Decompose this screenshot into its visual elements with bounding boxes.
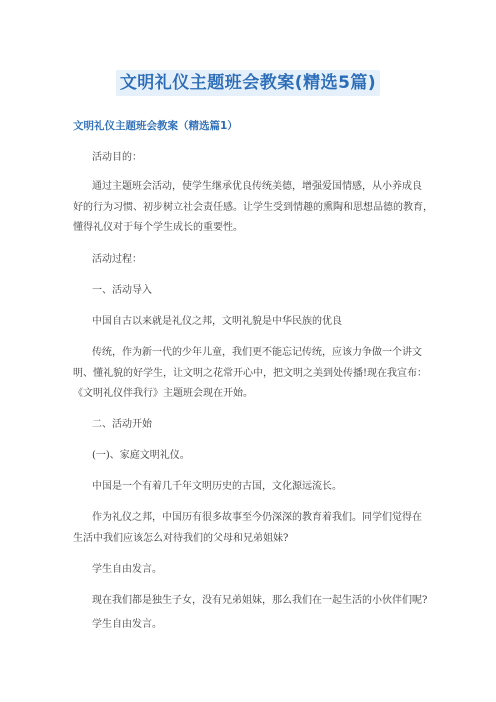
paragraph-purpose-heading: [92, 148, 429, 169]
title-wrap: [0, 70, 496, 96]
text-line: 明、懂礼貌的好学生，让文明之花常开心中，把文明之美到处传播!现在我宣布：: [73, 367, 428, 379]
text-line: 现在我们都是独生子女，没有兄弟姐妹，那么我们在一起生活的小伙伴们呢?: [92, 595, 428, 606]
text-line: 活动目的：: [92, 152, 142, 163]
text-line: 中国自古以来就是礼仪之邦，文明礼貌是中华民族的优良: [92, 316, 342, 327]
paragraph-intro: [92, 312, 429, 333]
text-line: 二、活动开始: [92, 419, 152, 430]
paragraph-family-etiquette: [92, 446, 429, 467]
text-line: 懂得礼仪对于每个学生成长的重要性。: [73, 222, 243, 233]
paragraph-question-family: [73, 508, 429, 549]
text-line: 作为礼仪之邦，中国历有很多故事至今仍深深的教育着我们。同学们觉得在: [92, 512, 422, 523]
text-line: 生活中我们应该怎么对待我们的父母和兄弟姐妹?: [73, 532, 289, 544]
paragraph-section-one: [92, 281, 429, 302]
paragraph-purpose-body: [73, 177, 433, 239]
text-line: 传统，作为新一代的少年儿童，我们更不能忘记传统，应该力争做一个讲文: [92, 347, 422, 358]
paragraph-section-two: [92, 415, 429, 436]
text-line: 活动过程：: [92, 254, 142, 265]
text-line: 一、活动导入: [92, 285, 152, 296]
text-line: 学生自由发言。: [92, 619, 162, 630]
text-line: 通过主题班会活动，使学生继承优良传统美德，增强爱国情感，从小养成良: [92, 181, 422, 192]
text-line: 好的行为习惯、初步树立社会责任感。让学生受到情趣的熏陶和思想品德的教育，: [73, 201, 433, 213]
text-line: (一)、家庭文明礼仪。: [92, 450, 190, 461]
text-line: 《文明礼仪伴我行》主题班会现在开始。: [73, 388, 253, 399]
paragraph-question-friends: [92, 591, 429, 612]
text-line: 学生自由发言。: [92, 564, 162, 575]
paragraph-process-heading: [92, 250, 429, 271]
section-title: 文明礼仪主题班会教案（精选篇1）: [73, 120, 238, 132]
paragraph-free-speech-1: [92, 560, 429, 581]
document-title: 文明礼仪主题班会教案(精选5篇): [116, 70, 380, 96]
paragraph-tradition: [73, 343, 429, 405]
paragraph-china-history: [92, 477, 429, 498]
paragraph-free-speech-2: [92, 615, 429, 636]
text-line: 中国是一个有着几千年文明历史的古国，文化源远流长。: [92, 481, 342, 492]
